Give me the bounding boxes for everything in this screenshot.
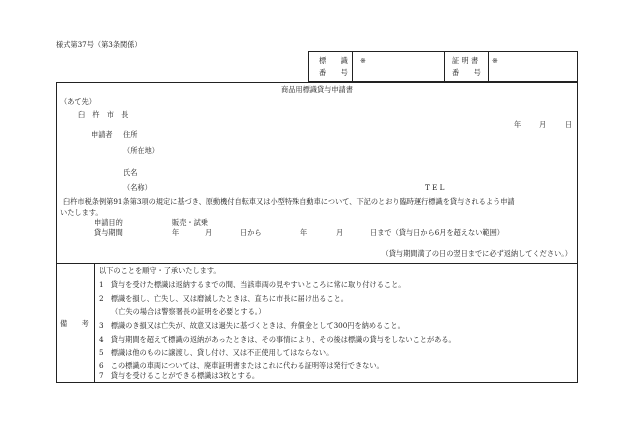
body-text-line1: 臼杵市税条例第91条第3項の規定に基づき、原動機付自転車又は小型特殊自動車について、下記のとおり臨時運行標識を貸与されるよう申請: [63, 197, 515, 206]
purpose-value: 販売・試乗: [172, 218, 208, 227]
mark-number-label-top: 標 識: [319, 56, 348, 65]
divider: [444, 51, 445, 82]
form-label: 様式第37号（第3条関係）: [56, 40, 142, 49]
purpose-label: 申請目的: [94, 218, 123, 227]
cert-number-value: ※: [492, 56, 499, 65]
header-number-box: [308, 51, 578, 82]
remarks-label-divider: [94, 263, 95, 383]
cert-number-label-top: 証 明 書: [452, 56, 479, 65]
remarks-item: 1 貸与を受けた標識は返納するまでの間、当該車両の見やすいところに常に取り付けること。: [99, 280, 406, 289]
remarks-divider: [56, 263, 578, 264]
mark-number-value: ※: [360, 56, 367, 65]
name-sub-label: （名称）: [123, 183, 152, 192]
tel-label: T E L: [425, 183, 445, 192]
mark-number-label-bottom: 番 号: [319, 68, 348, 77]
period-year-from: 年: [172, 228, 180, 237]
period-day-from: 日から: [240, 228, 262, 237]
divider: [488, 51, 489, 82]
date-month: 月: [539, 120, 547, 129]
form-title: 商品用標識貸与申請書: [281, 85, 353, 94]
date-year: 年: [514, 120, 522, 129]
body-text-line2: いたします。: [60, 208, 103, 217]
remarks-item: 6 この標識の車両については、廃車証明書またはこれに代わる証明等は発行できない。: [99, 361, 384, 370]
remarks-item: 7 貸与を受けることができる標識は3枚とする。: [99, 371, 260, 380]
name-label: 氏名: [123, 168, 138, 177]
remarks-item-note: （亡失の場合は警察署長の証明を必要とする。）: [111, 307, 266, 316]
return-note: （貸与期間満了の日の翌日までに必ず返納してください。）: [381, 249, 572, 258]
period-day-to: 日まで（貸与日から6月を超えない範囲）: [370, 228, 504, 237]
period-month-from: 月: [205, 228, 213, 237]
period-label: 貸与期間: [94, 228, 123, 237]
mayor: 臼 杵 市 長: [78, 110, 129, 119]
divider: [352, 51, 353, 82]
address-sub-label: （所在地）: [123, 146, 159, 155]
period-month-to: 月: [336, 228, 344, 237]
date-day: 日: [565, 120, 573, 129]
remarks-item: 2 標識を損し、亡失し、又は磨滅したときは、直ちに市長に届け出ること。: [99, 294, 348, 303]
remarks-item: 4 貸与期間を超えて標識の返納があったときは、その事情により、その後は標識の貸与をしないことがある。: [99, 335, 456, 344]
addressee: （あて先）: [60, 97, 96, 106]
remarks-item: 5 標識は他のものに譲渡し、貸し付け、又は不正使用してはならない。: [99, 348, 334, 357]
remarks-item: 3 標識のき損又は亡失が、故意又は過失に基づくときは、弁償金として300円を納めること。: [99, 321, 405, 330]
cert-number-label-bottom: 番 号: [452, 68, 481, 77]
period-year-to: 年: [300, 228, 308, 237]
remarks-label: 備 考: [60, 319, 89, 328]
address-label: 住所: [123, 130, 138, 139]
applicant-label: 申請者: [91, 130, 113, 139]
remarks-intro: 以下のことを順守・了承いたします。: [99, 266, 221, 275]
